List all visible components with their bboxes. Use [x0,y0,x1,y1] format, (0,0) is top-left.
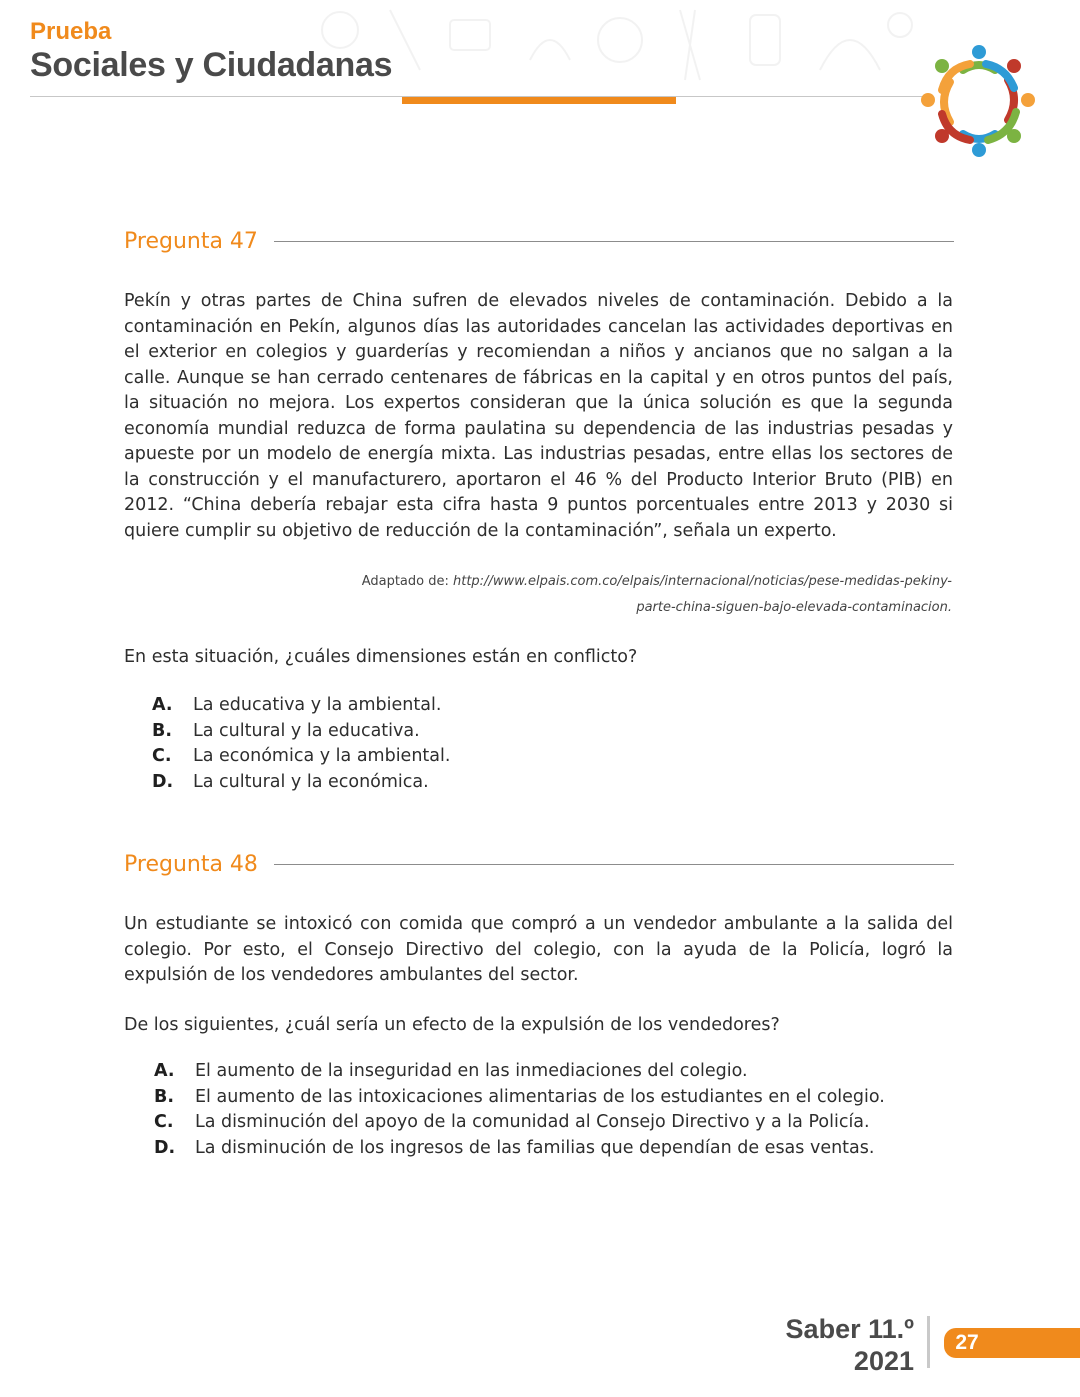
option-letter: C. [154,1112,174,1132]
header-accent-bar [402,97,676,104]
option-text: La disminución del apoyo de la comunidad al Consejo Directivo y a la Policía. [195,1112,870,1132]
option-d[interactable] [152,770,450,796]
option-text: La educativa y la ambiental. [193,695,442,715]
option-text: La disminución de los ingresos de las familias que dependían de esas ventas. [195,1137,875,1158]
question-48-passage: Un estudiante se intoxicó con comida que compró a un vendedor ambulante a la salida del colegio. Por esto, el Consejo Directivo del colegio, con la ayuda de la Policía, logró la expulsión de los vendedores ambulantes del sector. [124,914,953,985]
subject-title: Sociales y Ciudadanas [30,46,393,84]
source-url-part-2: parte-china-siguen-bajo-elevada-contaminacion. [636,600,952,615]
option-text: La económica y la ambiental. [193,746,451,766]
option-letter: A. [152,695,173,715]
option-a[interactable] [154,1059,885,1085]
option-b[interactable] [154,1085,885,1111]
source-line-1 [252,569,952,595]
page-number: 27 [955,1331,979,1354]
source-line-2 [252,595,952,621]
question-47-passage: Pekín y otras partes de China sufren de elevados niveles de contaminación. Debido a la contaminación en Pekín, algunos días las autoridades cancelan las actividades deportivas en el exterior en colegios y guarderías y recomiendan a niños y ancianos que no salgan a la calle. Aunque se han cerrado centenares de fábricas en la capital y en otros puntos del país, la situación no mejora. Los expertos consideran que la única solución es que la segunda economía mundial reduzca de forma paulatina su dependencia de las industrias pesadas y apueste por un modelo de energía mixta. Las industrias pesadas, entre ellas los sectores de la construcción y el manufacturero, aportaron el 46 % del Producto Interior Bruto (PIB) en 2012. “China debería rebajar esta cifra hasta 9 puntos porcentuales entre 2013 y 2030 si quiere cumplir su objetivo de reducción de la contaminación”, señala un experto. [124,291,953,541]
option-text: El aumento de las intoxicaciones alimentarias de los estudiantes en el colegio. [195,1086,885,1107]
option-c[interactable] [154,1110,885,1136]
question-47-prompt: En esta situación, ¿cuáles dimensiones están en conflicto? [124,647,638,667]
source-prefix: Adaptado de: [361,574,453,589]
footer-divider [927,1316,930,1368]
question-48-heading [124,852,954,877]
option-text: El aumento de la inseguridad en las inmediaciones del colegio. [195,1061,748,1081]
source-url-part-1: http://www.elpais.com.co/elpais/internacional/noticias/pese-medidas-pekiny- [453,574,952,589]
header-brand [30,18,392,84]
question-47-heading [124,229,954,254]
footer-exam-label [780,1313,914,1377]
option-text: La cultural y la económica. [193,771,429,792]
question-47-options [152,693,450,795]
option-d[interactable] [154,1136,885,1162]
option-letter: B. [154,1086,174,1107]
option-text: La cultural y la educativa. [193,720,420,741]
question-title: Pregunta 47 [124,229,258,254]
option-letter: B. [152,720,172,741]
background-doodles [300,0,940,100]
option-letter: C. [152,746,172,766]
option-a[interactable] [152,693,450,719]
exam-year: 2021 [853,1346,914,1376]
exam-name: Saber 11.º [785,1314,914,1344]
question-48-options [154,1059,885,1161]
option-c[interactable] [152,744,450,770]
community-circle-logo-icon [918,42,1040,162]
question-47-source [252,569,952,621]
heading-rule [274,241,954,242]
question-48-prompt: De los siguientes, ¿cuál sería un efecto de la expulsión de los vendedores? [124,1015,780,1035]
option-b[interactable] [152,719,450,745]
option-letter: A. [154,1061,175,1081]
question-title: Pregunta 48 [124,852,258,877]
exam-label: Prueba [30,18,112,45]
option-letter: D. [152,771,174,792]
option-letter: D. [154,1137,176,1158]
heading-rule [274,864,954,865]
